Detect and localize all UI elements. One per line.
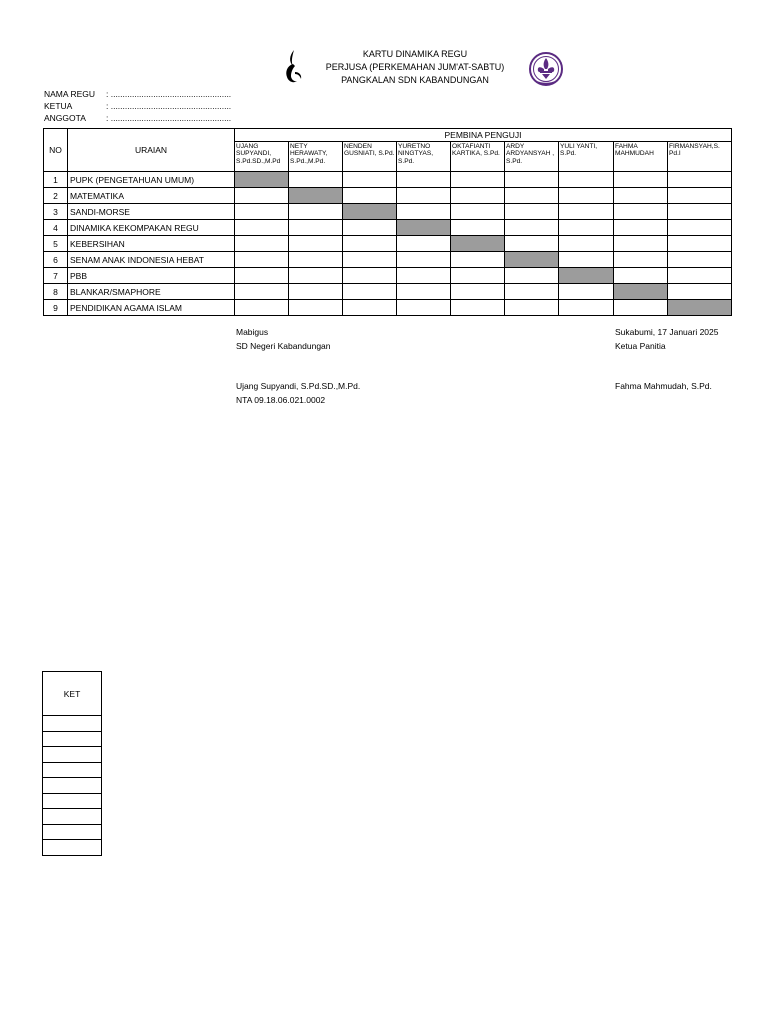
table-row [44,204,732,220]
score-cell [668,284,732,300]
examiner-header: NENDEN GUSNIATI, S.Pd. [343,142,397,172]
score-cell [668,252,732,268]
table-row [44,188,732,204]
score-cell [289,300,343,316]
info-value: : ................................................... [106,89,232,99]
examiner-header: FAHMA MAHMUDAH [614,142,668,172]
score-cell [343,236,397,252]
table-row [44,284,732,300]
signature-right [615,325,719,393]
score-cell [505,236,559,252]
score-cell [505,188,559,204]
score-cell [559,188,614,204]
header-line-2: PERJUSA (PERKEMAHAN JUM'AT-SABTU) [325,62,505,72]
examiner-header: OKTAFIANTI KARTIKA, S.Pd. [451,142,505,172]
shaded-cell [614,284,668,300]
table-row [44,172,732,188]
score-cell [289,268,343,284]
score-cell [343,300,397,316]
score-cell [668,188,732,204]
row-uraian: DINAMIKA KEKOMPAKAN REGU [68,220,235,236]
score-cell [451,268,505,284]
score-cell [397,252,451,268]
ket-row [43,747,102,763]
scout-fleur-de-lis-icon [527,52,565,88]
row-number: 4 [44,220,68,236]
score-cell [559,236,614,252]
score-cell [559,284,614,300]
col-header-uraian: URAIAN [68,129,235,172]
score-cell [559,300,614,316]
score-cell [235,268,289,284]
signature-left [236,325,360,407]
score-cell [505,220,559,236]
table-row [44,252,732,268]
header-line-3: PANGKALAN SDN KABANDUNGAN [341,75,489,85]
info-value: : ................................................... [106,101,232,111]
info-row-anggota [44,112,231,124]
shaded-cell [451,236,505,252]
table-row [44,300,732,316]
score-cell [451,252,505,268]
row-number: 8 [44,284,68,300]
shaded-cell [668,300,732,316]
ket-row [43,793,102,809]
score-cell [505,284,559,300]
score-cell [343,252,397,268]
score-cell [235,300,289,316]
score-cell [397,188,451,204]
score-cell [343,188,397,204]
score-cell [451,204,505,220]
score-cell [559,204,614,220]
score-cell [397,236,451,252]
score-cell [235,284,289,300]
score-cell [235,188,289,204]
row-number: 2 [44,188,68,204]
score-cell [451,172,505,188]
ket-row [43,824,102,840]
score-cell [559,252,614,268]
examiner-header: YULI YANTI, S.Pd. [559,142,614,172]
score-cell [397,204,451,220]
score-cell [614,236,668,252]
score-cell [559,220,614,236]
score-cell [505,268,559,284]
score-cell [289,236,343,252]
col-header-no: NO [44,129,68,172]
signature-left-id: NTA 09.18.06.021.0002 [236,395,326,405]
score-cell [343,284,397,300]
score-cell [668,236,732,252]
shaded-cell [559,268,614,284]
row-uraian: KEBERSIHAN [68,236,235,252]
score-cell [614,188,668,204]
shaded-cell [289,188,343,204]
table-row [44,236,732,252]
shaded-cell [343,204,397,220]
score-cell [668,220,732,236]
score-cell [505,300,559,316]
examiner-header: FIRMANSYAH,S. Pd.I [668,142,732,172]
signature-left-org: SD Negeri Kabandungan [236,341,331,351]
score-cell [343,172,397,188]
score-cell [451,220,505,236]
row-uraian: BLANKAR/SMAPHORE [68,284,235,300]
score-cell [614,204,668,220]
document-header [300,48,530,87]
signature-right-name: Fahma Mahmudah, S.Pd. [615,381,712,391]
ket-table [42,671,102,856]
score-cell [289,172,343,188]
score-cell [451,284,505,300]
score-cell [235,220,289,236]
examiner-header: ARDY ARDYANSYAH , S.Pd. [505,142,559,172]
col-header-pembina-penguji: PEMBINA PENGUJI [235,129,732,142]
ket-row [43,762,102,778]
ket-header: KET [43,672,102,716]
signature-right-place-date: Sukabumi, 17 Januari 2025 [615,327,719,337]
score-cell [614,252,668,268]
group-info [44,88,231,124]
ket-row [43,840,102,856]
score-cell [614,220,668,236]
ket-row [43,731,102,747]
score-cell [235,236,289,252]
score-cell [614,300,668,316]
score-cell [397,172,451,188]
info-value: : ................................................... [106,113,232,123]
shaded-cell [397,220,451,236]
row-number: 3 [44,204,68,220]
assessment-table [43,128,732,316]
ket-row [43,809,102,825]
row-number: 7 [44,268,68,284]
score-cell [451,188,505,204]
header-line-1: KARTU DINAMIKA REGU [362,49,468,59]
info-label: ANGGOTA [44,113,86,123]
row-uraian: PUPK (PENGETAHUAN UMUM) [68,172,235,188]
shaded-cell [505,252,559,268]
row-uraian: PBB [68,268,235,284]
row-number: 6 [44,252,68,268]
ket-row [43,716,102,732]
row-number: 9 [44,300,68,316]
row-uraian: MATEMATIKA [68,188,235,204]
table-row [44,220,732,236]
info-row-nama-regu [44,88,231,100]
score-cell [289,204,343,220]
score-cell [289,220,343,236]
score-cell [451,300,505,316]
table-row [44,268,732,284]
row-number: 1 [44,172,68,188]
ket-row [43,778,102,794]
score-cell [397,300,451,316]
row-uraian: SENAM ANAK INDONESIA HEBAT [68,252,235,268]
score-cell [397,268,451,284]
examiner-header: UJANG SUPYANDI, S.Pd.SD.,M.Pd [235,142,289,172]
info-label: KETUA [44,101,73,111]
score-cell [614,268,668,284]
examiner-header: NETY HERAWATY, S.Pd.,M.Pd. [289,142,343,172]
score-cell [505,172,559,188]
score-cell [668,172,732,188]
signature-left-title: Mabigus [236,327,269,337]
info-label: NAMA REGU [44,89,96,99]
examiner-header: YURETNO NINGTYAS, S.Pd. [397,142,451,172]
score-cell [289,252,343,268]
score-cell [343,268,397,284]
score-cell [614,172,668,188]
shaded-cell [235,172,289,188]
info-row-ketua [44,100,231,112]
score-cell [559,172,614,188]
score-cell [343,220,397,236]
row-uraian: SANDI-MORSE [68,204,235,220]
signature-left-name: Ujang Supyandi, S.Pd.SD.,M.Pd. [236,381,361,391]
score-cell [289,284,343,300]
row-number: 5 [44,236,68,252]
signature-right-title: Ketua Panitia [615,341,666,351]
score-cell [668,268,732,284]
row-uraian: PENDIDIKAN AGAMA ISLAM [68,300,235,316]
score-cell [235,252,289,268]
score-cell [668,204,732,220]
score-cell [235,204,289,220]
score-cell [505,204,559,220]
score-cell [397,284,451,300]
